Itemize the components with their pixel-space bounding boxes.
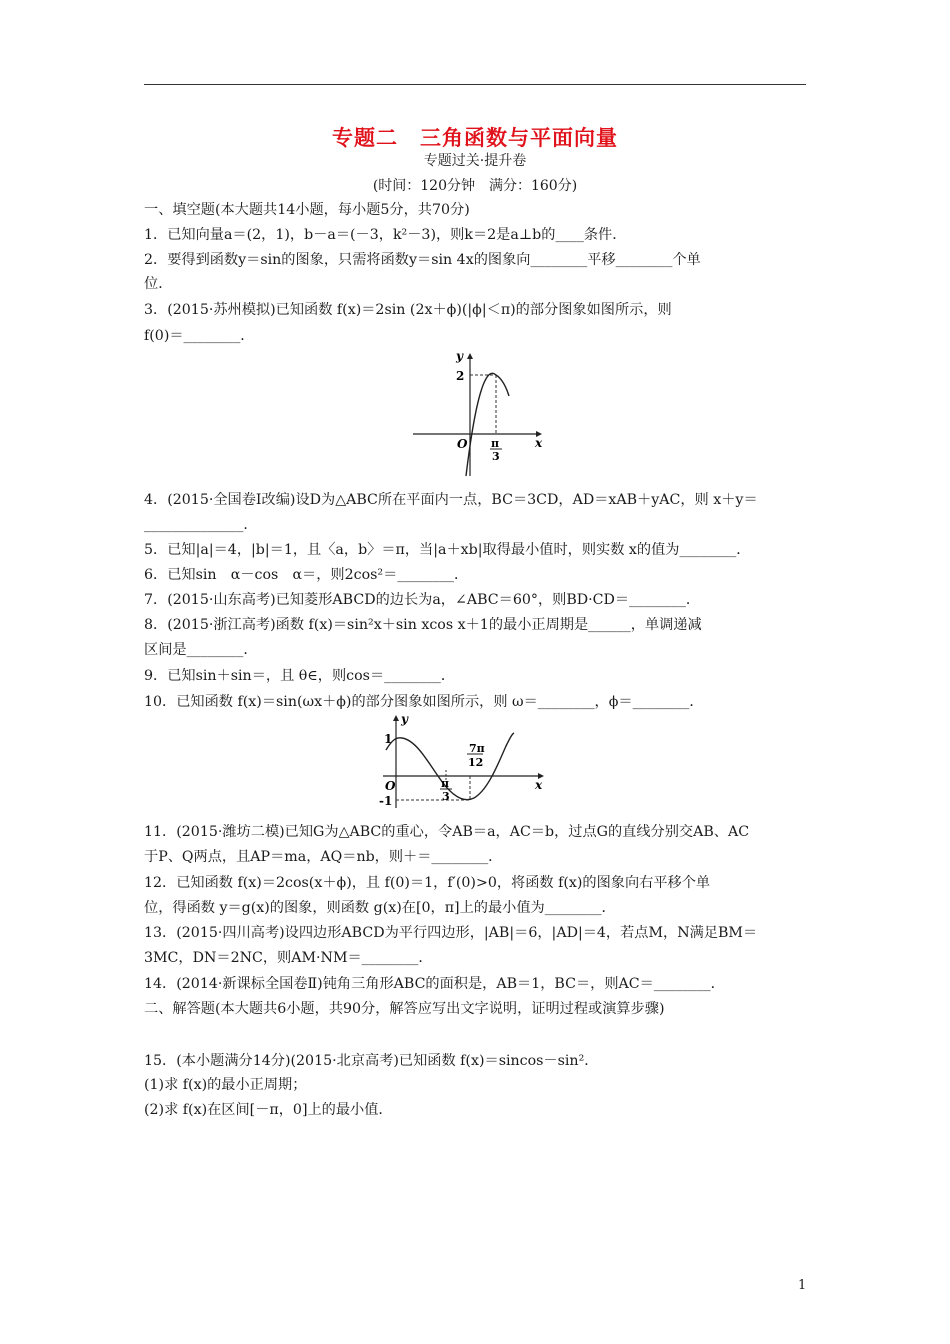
question-line: 位，得函数 y＝g(x)的图象，则函数 g(x)在[0，π]上的最小值为________．	[144, 900, 616, 916]
question-line: 8．(2015·浙江高考)函数 f(x)＝sin²x＋sin xcos x＋1的最小正周期是______，单调递减	[144, 617, 702, 633]
y-axis-label: y	[456, 350, 463, 363]
question-line: (2)求 f(x)在区间[－π，0]上的最小值．	[144, 1102, 393, 1118]
page-title: 专题二 三角函数与平面向量	[332, 126, 618, 150]
tick-1-denominator: 3	[442, 790, 450, 803]
question-line: 位．	[144, 276, 173, 292]
y-tick-bottom: -1	[379, 794, 393, 808]
y-tick-top: 1	[384, 732, 393, 746]
question-line: 7．(2015·山东高考)已知菱形ABCD的边长为a，∠ABC＝60°，则BD·CD＝________．	[144, 592, 701, 608]
x-axis-label: x	[535, 778, 543, 792]
section-heading: 二、解答题(本大题共6小题，共90分，解答应写出文字说明，证明过程或演算步骤)	[144, 1001, 665, 1017]
question-line: f(0)＝________．	[144, 328, 255, 344]
tick-1-numerator: π	[441, 777, 450, 790]
question-line: 2．要得到函数y＝sin的图象，只需将函数y＝sin 4x的图象向________平移________个单	[144, 252, 701, 268]
question-line: 13．(2015·四川高考)设四边形ABCD为平行四边形，|AB|＝6，|AD|＝4，若点M，N满足BM＝	[144, 925, 758, 941]
exam-meta: (时间：120分钟 满分：160分)	[372, 178, 578, 194]
header-rule	[144, 84, 806, 85]
tick-2-numerator: 7π	[469, 742, 485, 755]
question-line: 6．已知sin α－cos α＝，则2cos²＝________．	[144, 567, 469, 583]
question-line: (1)求 f(x)的最小正周期；	[144, 1077, 307, 1093]
x-tick-denominator: 3	[492, 450, 500, 463]
origin-label: O	[457, 437, 468, 451]
question-line: 区间是________．	[144, 642, 258, 658]
question-line: 11．(2015·潍坊二模)已知G为△ABC的重心，令AB＝a，AC＝b，过点G的直线分别交AB、AC	[144, 824, 750, 840]
question-line: 14．(2014·新课标全国卷Ⅱ)钝角三角形ABC的面积是，AB＝1，BC＝，则AC＝________．	[144, 976, 725, 992]
question-line: 12．已知函数 f(x)＝2cos(x＋ϕ)，且 f(0)＝1，f′(0)>0，将函数 f(x)的图象向右平移个单	[144, 875, 711, 891]
y-axis-label: y	[401, 712, 408, 726]
question-line: 于P、Q两点，且AP＝ma，AQ＝nb，则＋＝________．	[144, 849, 503, 865]
origin-label: O	[385, 779, 396, 793]
question-line: 1．已知向量a＝(2，1)，b－a＝(－3，k²－3)，则k＝2是a⊥b的____条件．	[144, 227, 627, 243]
question-line: 15．(本小题满分14分)(2015·北京高考)已知函数 f(x)＝sincos－sin²．	[144, 1053, 599, 1069]
question-line: ______________．	[144, 517, 258, 533]
x-tick-numerator: π	[491, 437, 500, 450]
question-line: 5．已知|a|＝4，|b|＝1，且〈a，b〉＝π，当|a＋xb|取得最小值时，则实数 x的值为________．	[144, 542, 751, 558]
section-heading: 一、填空题(本大题共14小题，每小题5分，共70分)	[144, 202, 470, 218]
question-line: 9．已知sin＋sin＝，且 θ∈，则cos＝________．	[144, 668, 456, 684]
figure-2-graph	[378, 712, 548, 812]
page-subtitle: 专题过关·提升卷	[423, 153, 527, 169]
tick-2-denominator: 12	[468, 756, 484, 769]
page-number: 1	[798, 1278, 807, 1293]
figure-1-graph	[408, 350, 548, 480]
question-line: 3MC，DN＝2NC，则AM·NM＝________．	[144, 950, 433, 966]
y-tick-label: 2	[456, 369, 465, 383]
question-line: 10．已知函数 f(x)＝sin(ωx＋ϕ)的部分图象如图所示，则 ω＝________，ϕ＝________．	[144, 694, 704, 710]
x-axis-label: x	[535, 436, 543, 450]
question-line: 4．(2015·全国卷Ⅰ改编)设D为△ABC所在平面内一点，BC＝3CD，AD＝xAB＋yAC，则 x＋y＝	[144, 492, 758, 508]
question-line: 3．(2015·苏州模拟)已知函数 f(x)＝2sin (2x＋ϕ)(|ϕ|＜π)的部分图象如图所示，则	[144, 302, 672, 318]
